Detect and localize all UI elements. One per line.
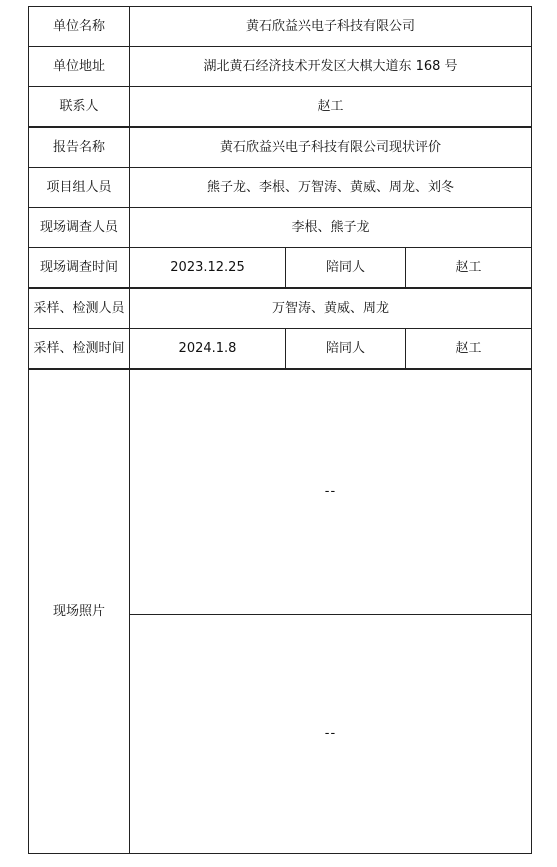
row-unit-address bbox=[29, 47, 532, 87]
project-members-value: 熊子龙、李根、万智涛、黄威、周龙、刘冬 bbox=[130, 168, 532, 208]
project-members-label: 项目组人员 bbox=[29, 168, 130, 208]
site-photo-2-placeholder: -- bbox=[324, 726, 337, 742]
report-name-label: 报告名称 bbox=[29, 127, 130, 168]
row-contact bbox=[29, 87, 532, 128]
sampling-staff-label: 采样、检测人员 bbox=[29, 288, 130, 329]
survey-staff-label: 现场调查人员 bbox=[29, 208, 130, 248]
survey-staff-value: 李根、熊子龙 bbox=[130, 208, 532, 248]
site-survey-form bbox=[28, 6, 532, 854]
sampling-time-label: 采样、检测时间 bbox=[29, 329, 130, 370]
row-survey-staff bbox=[29, 208, 532, 248]
unit-address-label: 单位地址 bbox=[29, 47, 130, 87]
row-unit-name bbox=[29, 7, 532, 47]
survey-accompany-label: 陪同人 bbox=[286, 248, 406, 289]
unit-address-value: 湖北黄石经济技术开发区大棋大道东 168 号 bbox=[130, 47, 532, 87]
row-report-name bbox=[29, 127, 532, 168]
unit-name-value: 黄石欣益兴电子科技有限公司 bbox=[130, 7, 532, 47]
sampling-accompany-value: 赵工 bbox=[406, 329, 532, 370]
row-site-photo-1 bbox=[29, 369, 532, 615]
survey-accompany-value: 赵工 bbox=[406, 248, 532, 289]
site-photo-2 bbox=[130, 615, 532, 854]
row-survey-time bbox=[29, 248, 532, 289]
row-project-members bbox=[29, 168, 532, 208]
row-sampling-staff bbox=[29, 288, 532, 329]
contact-label: 联系人 bbox=[29, 87, 130, 128]
row-sampling-time bbox=[29, 329, 532, 370]
report-name-value: 黄石欣益兴电子科技有限公司现状评价 bbox=[130, 127, 532, 168]
sampling-time-value: 2024.1.8 bbox=[130, 329, 286, 370]
survey-time-value: 2023.12.25 bbox=[130, 248, 286, 289]
sampling-accompany-label: 陪同人 bbox=[286, 329, 406, 370]
contact-value: 赵工 bbox=[130, 87, 532, 128]
sampling-staff-value: 万智涛、黄威、周龙 bbox=[130, 288, 532, 329]
site-photo-1-placeholder: -- bbox=[324, 484, 337, 500]
survey-time-label: 现场调查时间 bbox=[29, 248, 130, 289]
site-photos-label: 现场照片 bbox=[29, 369, 130, 854]
site-photo-1 bbox=[130, 369, 532, 615]
unit-name-label: 单位名称 bbox=[29, 7, 130, 47]
